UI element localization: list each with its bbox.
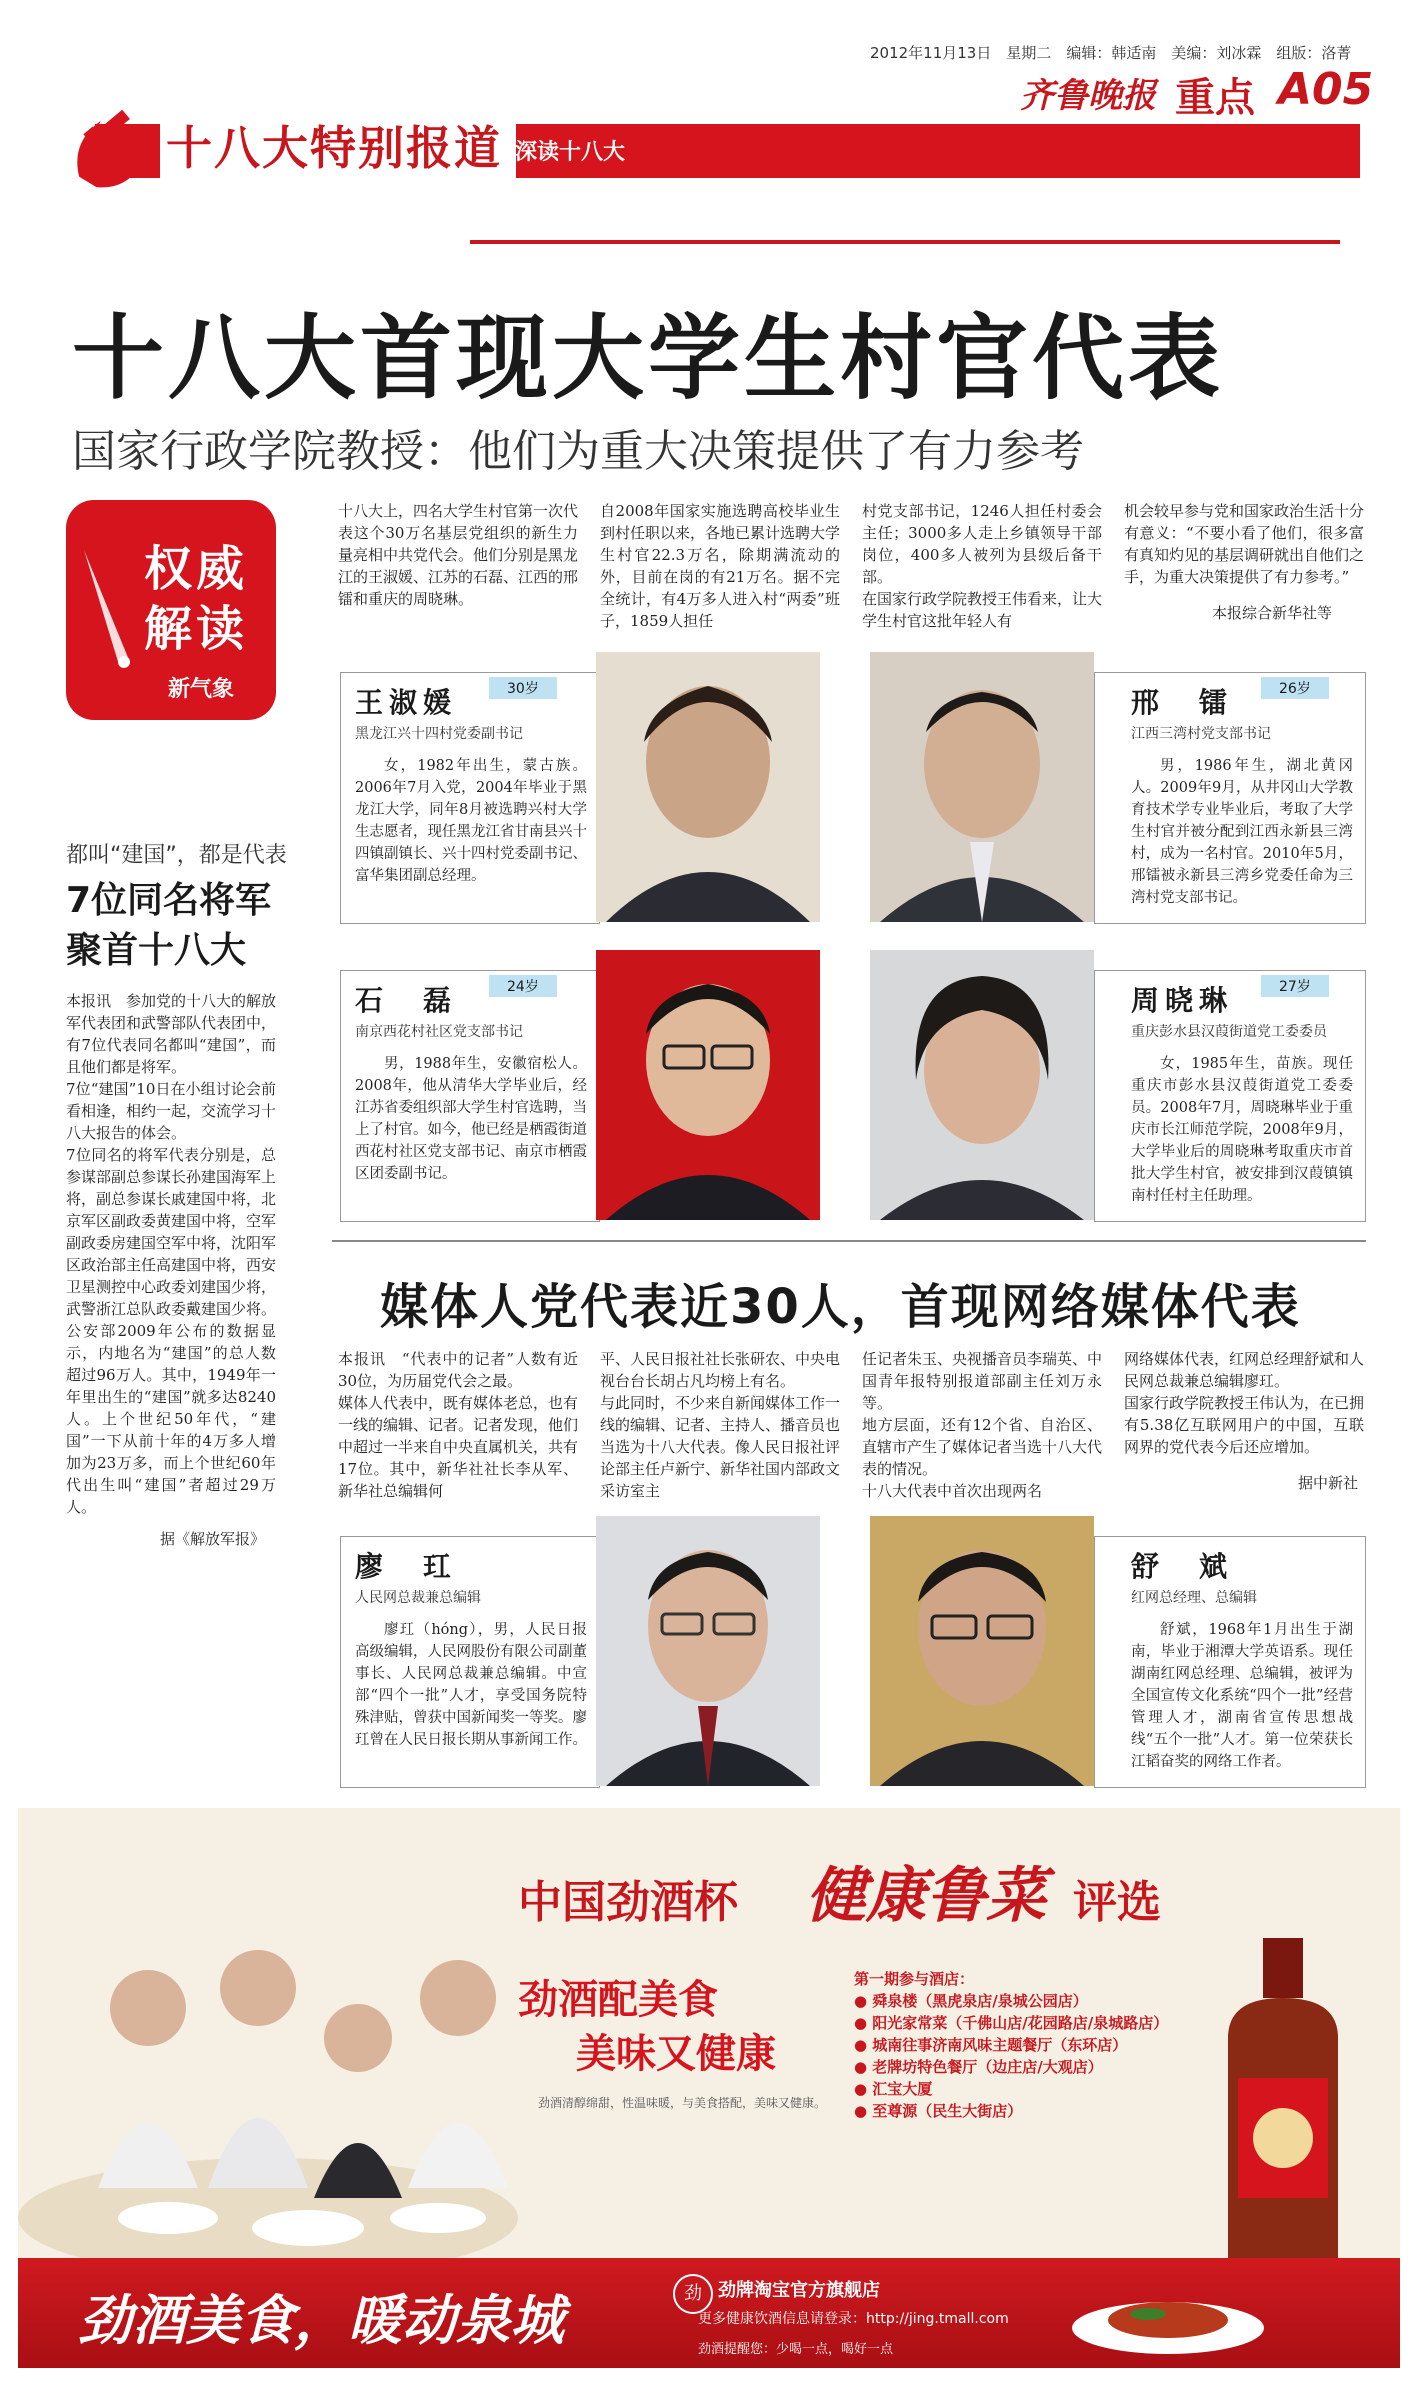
ad-slogan-1: 劲酒配美食	[518, 1977, 718, 2023]
pen-icon	[74, 540, 144, 680]
portrait-photo	[870, 652, 1094, 922]
intro-col-4: 机会较早参与党和国家政治生活十分有意义：“不要小看了他们，很多富有真知灼见的基层调研就出自他们之手，为重大决策提供了有力参考。”	[1124, 502, 1365, 586]
profile-name: 舒 斌	[1131, 1550, 1234, 1583]
list-item: ● 城南往事济南风味主题餐厅（东环店）	[854, 2036, 1128, 2054]
intro-col-2: 自2008年国家实施选聘高校毕业生到村任职以来，各地已累计选聘大学生村官22.3万名，除期满流动的外，目前在岗的有21万名。据不完全统计，有4万多人进入村“两委”班子，1859人担任	[600, 502, 841, 630]
hammer-sickle-icon	[62, 108, 148, 194]
profile-name: 石 磊	[355, 984, 458, 1017]
profile-role: 人民网总裁兼总编辑	[355, 1590, 481, 1606]
profile-bio: 廖玒（hóng），男，人民日报高级编辑，人民网股份有限公司副董事长、人民网总裁兼总编辑。中宣部“四个一批”人才，享受国务院特殊津贴，曾获中国新闻奖一等奖。廖玒曾在人民日报长期从事新闻工作。	[355, 1622, 587, 1748]
profile-role: 黑龙江兴十四村党委副书记	[355, 726, 523, 742]
ad-title-main: 健康鲁菜	[806, 1861, 1046, 1931]
list-item: ● 舜泉楼（黑虎泉店/泉城公园店）	[854, 1992, 1088, 2010]
list-item: ● 阳光家常菜（千佛山店/花园路店/泉城路店）	[854, 2014, 1169, 2032]
liquor-bottle-image	[1208, 1938, 1358, 2268]
portrait-photo	[596, 950, 820, 1220]
divider	[470, 240, 1340, 244]
badge-tag: 新气象	[168, 677, 235, 702]
sidebar-title-2: 聚首十八大	[66, 930, 247, 971]
profile-role: 江西三湾村党支部书记	[1131, 726, 1271, 742]
shop-logo-icon: 劲	[673, 2274, 713, 2314]
profile-role: 红网总经理、总编辑	[1131, 1590, 1257, 1606]
ad-restaurant-list	[854, 1968, 1168, 2122]
ad-title-prefix: 中国劲酒杯	[518, 1877, 738, 1928]
ad-slogan-2: 美味又健康	[576, 2031, 776, 2077]
portrait-photo	[596, 1516, 820, 1786]
profile-card	[340, 672, 600, 924]
intro-source: 本报综合新华社等	[1212, 604, 1333, 622]
ad-band-slogan: 劲酒美食，暖动泉城	[78, 2289, 564, 2352]
sidebar-kicker: 都叫“建国”，都是代表	[66, 843, 287, 868]
profile-age: 30岁	[489, 677, 557, 699]
badge-line1: 权威	[144, 541, 249, 597]
profile-bio: 女，1985年生，苗族。现任重庆市彭水县汉葭街道党工委委员。2008年7月，周晓琳毕业于重庆市长江师范学院，2008年9月，大学毕业后的周晓琳考取重庆市首批大学生村官，被安排到汉葭镇镇南村任村主任助理。	[1131, 1056, 1353, 1204]
ad-title-suffix: 评选	[1073, 1877, 1161, 1928]
list-item: ● 至尊源（民生大街店）	[854, 2102, 1023, 2120]
profile-role: 南京西花村社区党支部书记	[355, 1024, 523, 1040]
section2-title: 媒体人党代表近30人，首现网络媒体代表	[380, 1279, 1301, 1335]
profile-bio: 舒斌，1968年1月出生于湖南，毕业于湘潭大学英语系。现任湖南红网总经理、总编辑，被评为全国宣传文化系统“四个一批”经营管理人才，湖南省宣传思想战线“五个一批”人才。第一位荣获长江韬奋奖的网络工作者。	[1131, 1622, 1353, 1770]
section2-col-4: 网络媒体代表，红网总经理舒斌和人民网总裁兼总编辑廖玒。 国家行政学院教授王伟认为，在已拥有5.38亿互联网用户的中国，互联网界的党代表今后还应增加。	[1124, 1350, 1365, 1456]
profile-age: 27岁	[1261, 975, 1329, 997]
newspaper-name: 齐鲁晚报	[1020, 76, 1156, 116]
portrait-photo	[870, 950, 1094, 1220]
list-item: ● 汇宝大厦	[854, 2080, 933, 2098]
section2-col-2: 平、人民日报社社长张研农、中央电视台台长胡占凡均榜上有名。 与此同时，不少来自新闻媒体工作一线的编辑、记者、主持人、播音员也当选为十八大代表。像人民日报社评论部主任卢新宁、新华社国内部政文采访室主	[600, 1350, 841, 1500]
profile-name: 王淑媛	[355, 686, 458, 719]
header-meta: 2012年11月13日 星期二 编辑：韩适南 美编：刘冰霖 组版：洛菁	[870, 44, 1352, 62]
divider	[332, 1240, 1366, 1242]
profile-name: 周晓琳	[1131, 984, 1234, 1017]
intro-col-1: 十八大上，四名大学生村官第一次代表这个30万名基层党组织的新生力量亮相中共党代会。他们分别是黑龙江的王淑媛、江苏的石磊、江西的邢镭和重庆的周晓琳。	[338, 502, 579, 608]
sidebar-title-1: 7位同名将军	[66, 880, 272, 921]
diners-illustration	[18, 1888, 518, 2268]
list-item: ● 老牌坊特色餐厅（边庄店/大观店）	[854, 2058, 1103, 2076]
portrait-photo	[596, 652, 820, 922]
profile-name: 廖 玒	[355, 1550, 458, 1583]
sidebar-source: 据《解放军报》	[160, 1530, 266, 1548]
headline: 十八大首现大学生村官代表	[72, 305, 1225, 412]
profile-card	[1094, 970, 1366, 1222]
page-number: A05	[1278, 64, 1374, 115]
portrait-photo	[870, 1516, 1094, 1786]
ad-shop-name: 劲牌淘宝官方旗舰店	[718, 2280, 880, 2301]
profile-card	[1094, 1536, 1366, 1788]
authority-badge	[66, 500, 276, 720]
profile-age: 26岁	[1261, 677, 1329, 699]
intro-col-3: 村党支部书记，1246人担任村委会主任；3000多人走上乡镇领导干部岗位，400多人被列为县级后备干部。 在国家行政学院教授王伟看来，让大学生村官这批年轻人有	[862, 502, 1103, 630]
dish-image	[1068, 2278, 1268, 2358]
ad-list-title: 第一期参与酒店：	[854, 1970, 975, 1988]
section2-col-1: 本报讯 “代表中的记者”人数有近30位，为历届党代会之最。 媒体人代表中，既有媒体老总，也有一线的编辑、记者。记者发现，他们中超过一半来自中央直属机关，共有17位。其中，新华社社长李从军、新华社总编辑何	[338, 1350, 579, 1500]
deep-read-label: 深读十八大	[515, 140, 626, 165]
profile-bio: 男，1986年生，湖北黄冈人。2009年9月，从井冈山大学教育技术学专业毕业后，考取了大学生村官并被分配到江西永新县三湾村，成为一名村官。2010年5月，邢镭被永新县三湾乡党委任命为三湾村党支部书记。	[1131, 758, 1353, 906]
special-report-title: 十八大特别报道	[160, 112, 516, 178]
profile-name: 邢 镭	[1131, 686, 1234, 719]
section2-source: 据中新社	[1298, 1474, 1359, 1492]
sidebar-body: 本报讯 参加党的十八大的解放军代表团和武警部队代表团中，有7位代表同名都叫“建国”，而且他们都是将军。 7位“建国”10日在小组讨论会前看相逢，相约一起，交流学习十八大报告的体会。 7位同名的将军代表分别是，总参谋部副总参谋长孙建国海军上将，副总参谋长戚建国中将，北京军区副政委黄建国中将，空军副政委房建国空军中将，沈阳军区政治部主任高建国中将，西安卫星测控中心政委刘建国少将，武警浙江总队政委戴建国少将。 公安部2009年公布的数据显示，内地名为“建国”的总人数超过96万人。其中，1949年一年里出生的“建国”就多达8240人。上个世纪50年代，“建国”一下从前十年的4万多人增加为23万多，而上个世纪60年代出生叫“建国”者超过29万人。	[66, 992, 277, 1516]
profile-age: 24岁	[489, 975, 557, 997]
badge-line2: 解读	[144, 601, 249, 657]
profile-card	[1094, 672, 1366, 924]
ad-url[interactable]: 更多健康饮酒信息请登录：http://jing.tmall.com	[698, 2311, 1009, 2327]
profile-bio: 男，1988年生，安徽宿松人。2008年，他从清华大学毕业后，经江苏省委组织部大学生村官选聘，当上了村官。如今，他已经是栖霞街道西花村社区党支部书记、南京市栖霞区团委副书记。	[355, 1056, 587, 1182]
ad-note: 劲酒清醇绵甜，性温味暖，与美食搭配，美味又健康。	[538, 2096, 827, 2110]
section2-col-3: 任记者朱玉、央视播音员李瑞英、中国青年报特别报道部副主任刘万永等。 地方层面，还有12个省、自治区、直辖市产生了媒体记者当选十八大代表的情况。 十八大代表中首次出现两名	[862, 1350, 1103, 1500]
section-key: 重点	[1175, 75, 1255, 121]
advertisement	[18, 1808, 1400, 2368]
profile-role: 重庆彭水县汉葭街道党工委委员	[1131, 1024, 1327, 1040]
subheadline: 国家行政学院教授：他们为重大决策提供了有力参考	[72, 426, 1084, 477]
profile-card	[340, 1536, 600, 1788]
profile-bio: 女，1982年出生，蒙古族。2006年7月入党，2004年毕业于黑龙江大学，同年8月被选聘兴村大学生志愿者，现任黑龙江省甘南县兴十四镇副镇长、兴十四村党委副书记、富华集团副总经理。	[355, 758, 587, 884]
profile-card	[340, 970, 600, 1222]
ad-reminder: 劲酒提醒您：少喝一点，喝好一点	[698, 2342, 894, 2357]
